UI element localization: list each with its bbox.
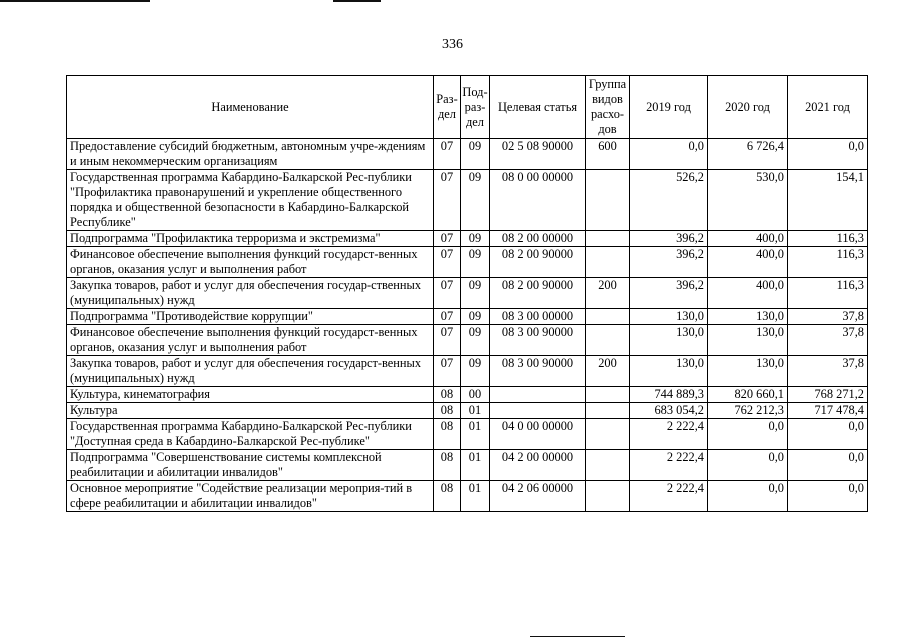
cell-podrazdel: 09 [461,247,490,278]
cell-group [586,325,630,356]
cell-group [586,247,630,278]
cell-y2019: 396,2 [630,247,708,278]
header-2019: 2019 год [630,76,708,139]
cell-podrazdel: 00 [461,387,490,403]
cell-group [586,419,630,450]
table-row [67,419,868,450]
cell-name: Финансовое обеспечение выполнения функций государст-венных органов, оказания услуг и выполнения работ [67,325,434,356]
cell-y2021: 717 478,4 [788,403,868,419]
cell-razdel: 07 [434,356,461,387]
cell-group: 200 [586,278,630,309]
cell-y2019: 396,2 [630,231,708,247]
cell-y2020: 130,0 [708,325,788,356]
cell-razdel: 08 [434,419,461,450]
table-row [67,278,868,309]
cell-y2019: 2 222,4 [630,450,708,481]
cell-group [586,170,630,231]
cell-razdel: 07 [434,278,461,309]
header-group: Группа видов расхо-дов [586,76,630,139]
cell-razdel: 07 [434,325,461,356]
cell-y2019: 0,0 [630,139,708,170]
cell-group: 600 [586,139,630,170]
cell-target: 04 0 00 00000 [490,419,586,450]
cell-y2019: 526,2 [630,170,708,231]
cell-y2021: 116,3 [788,231,868,247]
cell-y2021: 37,8 [788,325,868,356]
cell-target: 08 3 00 00000 [490,309,586,325]
cell-group [586,403,630,419]
cell-podrazdel: 09 [461,170,490,231]
cell-group: 200 [586,356,630,387]
cell-razdel: 07 [434,170,461,231]
cell-group [586,450,630,481]
cell-y2021: 0,0 [788,450,868,481]
table-row [67,309,868,325]
cell-y2020: 400,0 [708,247,788,278]
header-podrazdel: Под-раз-дел [461,76,490,139]
table-row [67,403,868,419]
cell-y2019: 2 222,4 [630,419,708,450]
cell-y2021: 0,0 [788,139,868,170]
page-number: 336 [442,37,463,52]
cell-podrazdel: 09 [461,325,490,356]
cell-target: 02 5 08 90000 [490,139,586,170]
budget-table [66,75,868,512]
cell-y2021: 154,1 [788,170,868,231]
cell-y2020: 130,0 [708,309,788,325]
cell-target: 08 3 00 90000 [490,356,586,387]
cell-podrazdel: 01 [461,419,490,450]
header-target: Целевая статья [490,76,586,139]
cell-name: Культура [67,403,434,419]
cell-y2021: 768 271,2 [788,387,868,403]
table-row [67,325,868,356]
table-row [67,450,868,481]
cell-podrazdel: 09 [461,139,490,170]
cell-y2020: 0,0 [708,450,788,481]
cell-target [490,387,586,403]
header-2021: 2021 год [788,76,868,139]
header-2020: 2020 год [708,76,788,139]
header-razdel: Раз-дел [434,76,461,139]
scan-artifact-top-right [333,0,381,2]
cell-y2019: 2 222,4 [630,481,708,512]
cell-razdel: 08 [434,481,461,512]
cell-y2019: 130,0 [630,309,708,325]
header-row [67,76,868,139]
cell-podrazdel: 01 [461,403,490,419]
table-body [67,139,868,512]
table-row [67,481,868,512]
cell-razdel: 07 [434,247,461,278]
cell-name: Основное мероприятие "Содействие реализации мероприя-тий в сфере реабилитации и абилитации инвалидов" [67,481,434,512]
cell-y2021: 0,0 [788,481,868,512]
cell-target: 08 2 00 90000 [490,278,586,309]
cell-group [586,231,630,247]
cell-y2020: 400,0 [708,231,788,247]
cell-y2019: 130,0 [630,356,708,387]
cell-razdel: 07 [434,231,461,247]
cell-group [586,309,630,325]
cell-y2020: 400,0 [708,278,788,309]
cell-name: Закупка товаров, работ и услуг для обеспечения государст-венных (муниципальных) нужд [67,356,434,387]
table-row [67,387,868,403]
cell-group [586,387,630,403]
cell-target: 04 2 00 00000 [490,450,586,481]
cell-y2020: 762 212,3 [708,403,788,419]
cell-y2021: 116,3 [788,247,868,278]
cell-name: Государственная программа Кабардино-Балкарской Рес-публики "Доступная среда в Кабардино-Балкарской Рес-публике" [67,419,434,450]
cell-y2019: 130,0 [630,325,708,356]
cell-group [586,481,630,512]
cell-y2021: 37,8 [788,309,868,325]
cell-razdel: 08 [434,450,461,481]
cell-y2021: 116,3 [788,278,868,309]
cell-podrazdel: 09 [461,356,490,387]
cell-y2021: 37,8 [788,356,868,387]
cell-podrazdel: 01 [461,450,490,481]
cell-y2020: 130,0 [708,356,788,387]
cell-name: Подпрограмма "Совершенствование системы комплексной реабилитации и абилитации инвалидов" [67,450,434,481]
cell-name: Предоставление субсидий бюджетным, автономным учре-ждениям и иным некоммерческим организациям [67,139,434,170]
cell-target: 04 2 06 00000 [490,481,586,512]
cell-target: 08 0 00 00000 [490,170,586,231]
table-row [67,231,868,247]
cell-y2020: 6 726,4 [708,139,788,170]
cell-y2019: 744 889,3 [630,387,708,403]
cell-podrazdel: 09 [461,309,490,325]
cell-razdel: 07 [434,139,461,170]
cell-razdel: 08 [434,403,461,419]
cell-y2019: 396,2 [630,278,708,309]
scan-artifact-top-left [0,0,150,2]
table-row [67,356,868,387]
cell-razdel: 07 [434,309,461,325]
cell-name: Подпрограмма "Противодействие коррупции" [67,309,434,325]
cell-y2021: 0,0 [788,419,868,450]
cell-target: 08 2 00 00000 [490,231,586,247]
cell-podrazdel: 01 [461,481,490,512]
cell-y2019: 683 054,2 [630,403,708,419]
cell-y2020: 0,0 [708,419,788,450]
table-row [67,139,868,170]
scan-artifact-bottom [530,636,625,637]
cell-name: Закупка товаров, работ и услуг для обеспечения государ-ственных (муниципальных) нужд [67,278,434,309]
cell-name: Культура, кинематография [67,387,434,403]
cell-y2020: 530,0 [708,170,788,231]
table-row [67,247,868,278]
cell-target: 08 3 00 90000 [490,325,586,356]
cell-podrazdel: 09 [461,278,490,309]
cell-name: Подпрограмма "Профилактика терроризма и экстремизма" [67,231,434,247]
cell-target: 08 2 00 90000 [490,247,586,278]
table-row [67,170,868,231]
header-name: Наименование [67,76,434,139]
cell-name: Государственная программа Кабардино-Балкарской Рес-публики "Профилактика правонарушений и укрепление общественного порядка и общественной безопасности в Кабардино-Балкарской Республике" [67,170,434,231]
cell-y2020: 0,0 [708,481,788,512]
cell-podrazdel: 09 [461,231,490,247]
cell-name: Финансовое обеспечение выполнения функций государст-венных органов, оказания услуг и выполнения работ [67,247,434,278]
cell-target [490,403,586,419]
cell-razdel: 08 [434,387,461,403]
cell-y2020: 820 660,1 [708,387,788,403]
